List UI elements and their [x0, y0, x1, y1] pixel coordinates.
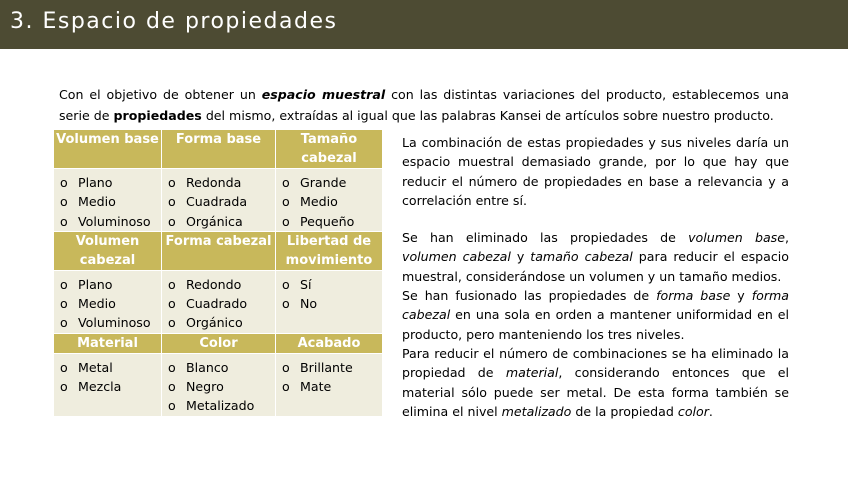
list-item [282, 173, 382, 192]
bullet-icon: o [168, 379, 176, 395]
bullet-icon: o [168, 315, 176, 331]
bullet-icon: o [60, 194, 68, 210]
list-item [168, 294, 275, 313]
level-list [162, 271, 275, 333]
text: . [708, 403, 713, 419]
paragraph-material [402, 344, 789, 421]
level-label: Negro [186, 379, 224, 395]
list-item [168, 313, 275, 332]
level-list [54, 271, 161, 333]
bullet-icon: o [168, 398, 176, 414]
text: y [730, 288, 752, 304]
term: forma base [656, 288, 731, 304]
property-header: Color [162, 333, 276, 353]
level-label: Pequeño [300, 213, 355, 229]
list-item [282, 377, 382, 396]
intro-text: del mismo, extraídas al igual que las palabras Kansei de artículos sobre nuestro producto. [201, 107, 774, 123]
list-item [60, 358, 161, 377]
level-label: Mate [300, 379, 332, 395]
list-item [168, 358, 275, 377]
list-item [60, 377, 161, 396]
property-header: Volumen base [54, 130, 162, 169]
list-item [168, 275, 275, 294]
table-row [54, 353, 383, 416]
list-item [168, 377, 275, 396]
list-item [282, 275, 382, 294]
text: para reducir el espacio muestral, considerándose un volumen y un tamaño medios. [402, 249, 789, 284]
level-label: Cuadrada [186, 194, 248, 210]
property-header: Tamaño cabezal [276, 130, 383, 169]
term: metalizado [501, 403, 572, 419]
text: Se han fusionado las propiedades de [402, 288, 657, 304]
level-label: Brillante [300, 359, 353, 375]
property-header: Volumen cabezal [54, 231, 162, 270]
list-item [282, 212, 382, 231]
intro-bold: propiedades [113, 107, 202, 123]
level-label: Blanco [186, 359, 229, 375]
bullet-icon: o [282, 296, 290, 312]
bullet-icon: o [168, 194, 176, 210]
text: , considerando entonces que el material sólo puede ser metal. De esta forma también se elimina el nivel [402, 365, 789, 419]
property-header: Forma cabezal [162, 231, 276, 270]
bullet-icon: o [282, 175, 290, 190]
bullet-icon: o [60, 175, 68, 190]
level-list [276, 354, 382, 397]
level-label: Orgánico [186, 315, 243, 331]
level-list [276, 169, 382, 231]
term: material [505, 365, 559, 381]
level-label: Metalizado [186, 398, 255, 414]
bullet-icon: o [60, 379, 68, 395]
text: Se han eliminado las propiedades de [402, 230, 689, 246]
property-levels [162, 169, 276, 232]
property-header: Libertad de movimiento [276, 231, 383, 270]
level-label: Sí [300, 276, 312, 292]
table-header-row [54, 231, 383, 270]
term: volumen cabezal [402, 249, 511, 265]
property-header: Material [54, 333, 162, 353]
title-bar [0, 0, 848, 49]
property-header: Forma base [162, 130, 276, 169]
list-item [168, 173, 275, 192]
bullet-icon: o [282, 359, 290, 375]
list-item [60, 313, 161, 332]
level-list [54, 354, 161, 397]
level-label: Metal [78, 359, 113, 375]
paragraph-combination: La combinación de estas propiedades y sus niveles daría un espacio muestral demasiado grande, por lo que hay que reducir el número de propiedades en base a relevancia y a correlación entre sí. [402, 135, 789, 208]
list-item [168, 192, 275, 211]
intro-text: Con el objetivo de obtener un [59, 86, 262, 102]
level-label: Voluminoso [78, 315, 151, 331]
level-list [162, 354, 275, 416]
level-label: Medio [78, 194, 116, 210]
term: tamaño cabezal [530, 249, 633, 265]
property-header: Acabado [276, 333, 383, 353]
level-label: No [300, 296, 318, 312]
bullet-icon: o [282, 379, 290, 395]
level-label: Medio [300, 194, 338, 210]
text: de la propiedad [571, 403, 678, 419]
list-item [60, 275, 161, 294]
property-levels [54, 353, 162, 416]
bullet-icon: o [60, 296, 68, 312]
list-item [60, 212, 161, 231]
bullet-icon: o [60, 276, 68, 292]
table-header-row [54, 130, 383, 169]
bullet-icon: o [168, 276, 176, 292]
property-levels [54, 169, 162, 232]
bullet-icon: o [168, 213, 176, 229]
level-label: Mezcla [78, 379, 122, 395]
bullet-icon: o [60, 315, 68, 331]
intro-paragraph [59, 84, 789, 126]
level-label: Grande [300, 175, 347, 190]
property-levels [276, 353, 383, 416]
bullet-icon: o [60, 359, 68, 375]
property-levels [54, 270, 162, 333]
intro-emphasis: espacio muestral [261, 86, 386, 102]
properties-table [53, 129, 383, 417]
table-header-row [54, 333, 383, 353]
text: y [510, 249, 531, 265]
table-row [54, 270, 383, 333]
paragraph-eliminated [402, 228, 789, 286]
list-item [282, 358, 382, 377]
paragraph-merged [402, 286, 789, 344]
list-item [168, 396, 275, 415]
text: , [784, 230, 789, 246]
level-label: Plano [78, 175, 113, 190]
bullet-icon: o [282, 276, 290, 292]
list-item [282, 294, 382, 313]
text: en una sola en orden a mantener uniformidad en el producto, pero manteniendo los tres niveles. [402, 307, 789, 342]
bullet-icon: o [60, 213, 68, 229]
term: color [677, 403, 709, 419]
term: forma cabezal [402, 288, 790, 323]
level-label: Orgánica [186, 213, 243, 229]
table-row [54, 169, 383, 232]
slide-title: 3. Espacio de propiedades [10, 9, 338, 34]
list-item [60, 294, 161, 313]
explanation-text [402, 133, 789, 421]
level-label: Cuadrado [186, 296, 248, 312]
level-list [162, 169, 275, 231]
list-item [60, 173, 161, 192]
bullet-icon: o [168, 359, 176, 375]
level-label: Plano [78, 276, 113, 292]
bullet-icon: o [282, 194, 290, 210]
property-levels [276, 270, 383, 333]
text: Para reducir el número de combinaciones se ha eliminado la propiedad de [402, 345, 789, 381]
bullet-icon: o [168, 296, 176, 312]
level-list [276, 271, 382, 314]
list-item [60, 192, 161, 211]
level-label: Medio [78, 296, 116, 312]
bullet-icon: o [282, 213, 290, 229]
property-levels [162, 353, 276, 416]
property-levels [162, 270, 276, 333]
property-levels [276, 169, 383, 232]
bullet-icon: o [168, 175, 176, 190]
level-label: Redondo [186, 276, 242, 292]
list-item [168, 212, 275, 231]
level-list [54, 169, 161, 231]
term: volumen base [688, 230, 785, 246]
list-item [282, 192, 382, 211]
level-label: Redonda [186, 175, 242, 190]
intro-text: con las distintas variaciones del producto, establecemos una serie de [59, 86, 789, 123]
level-label: Voluminoso [78, 213, 151, 229]
